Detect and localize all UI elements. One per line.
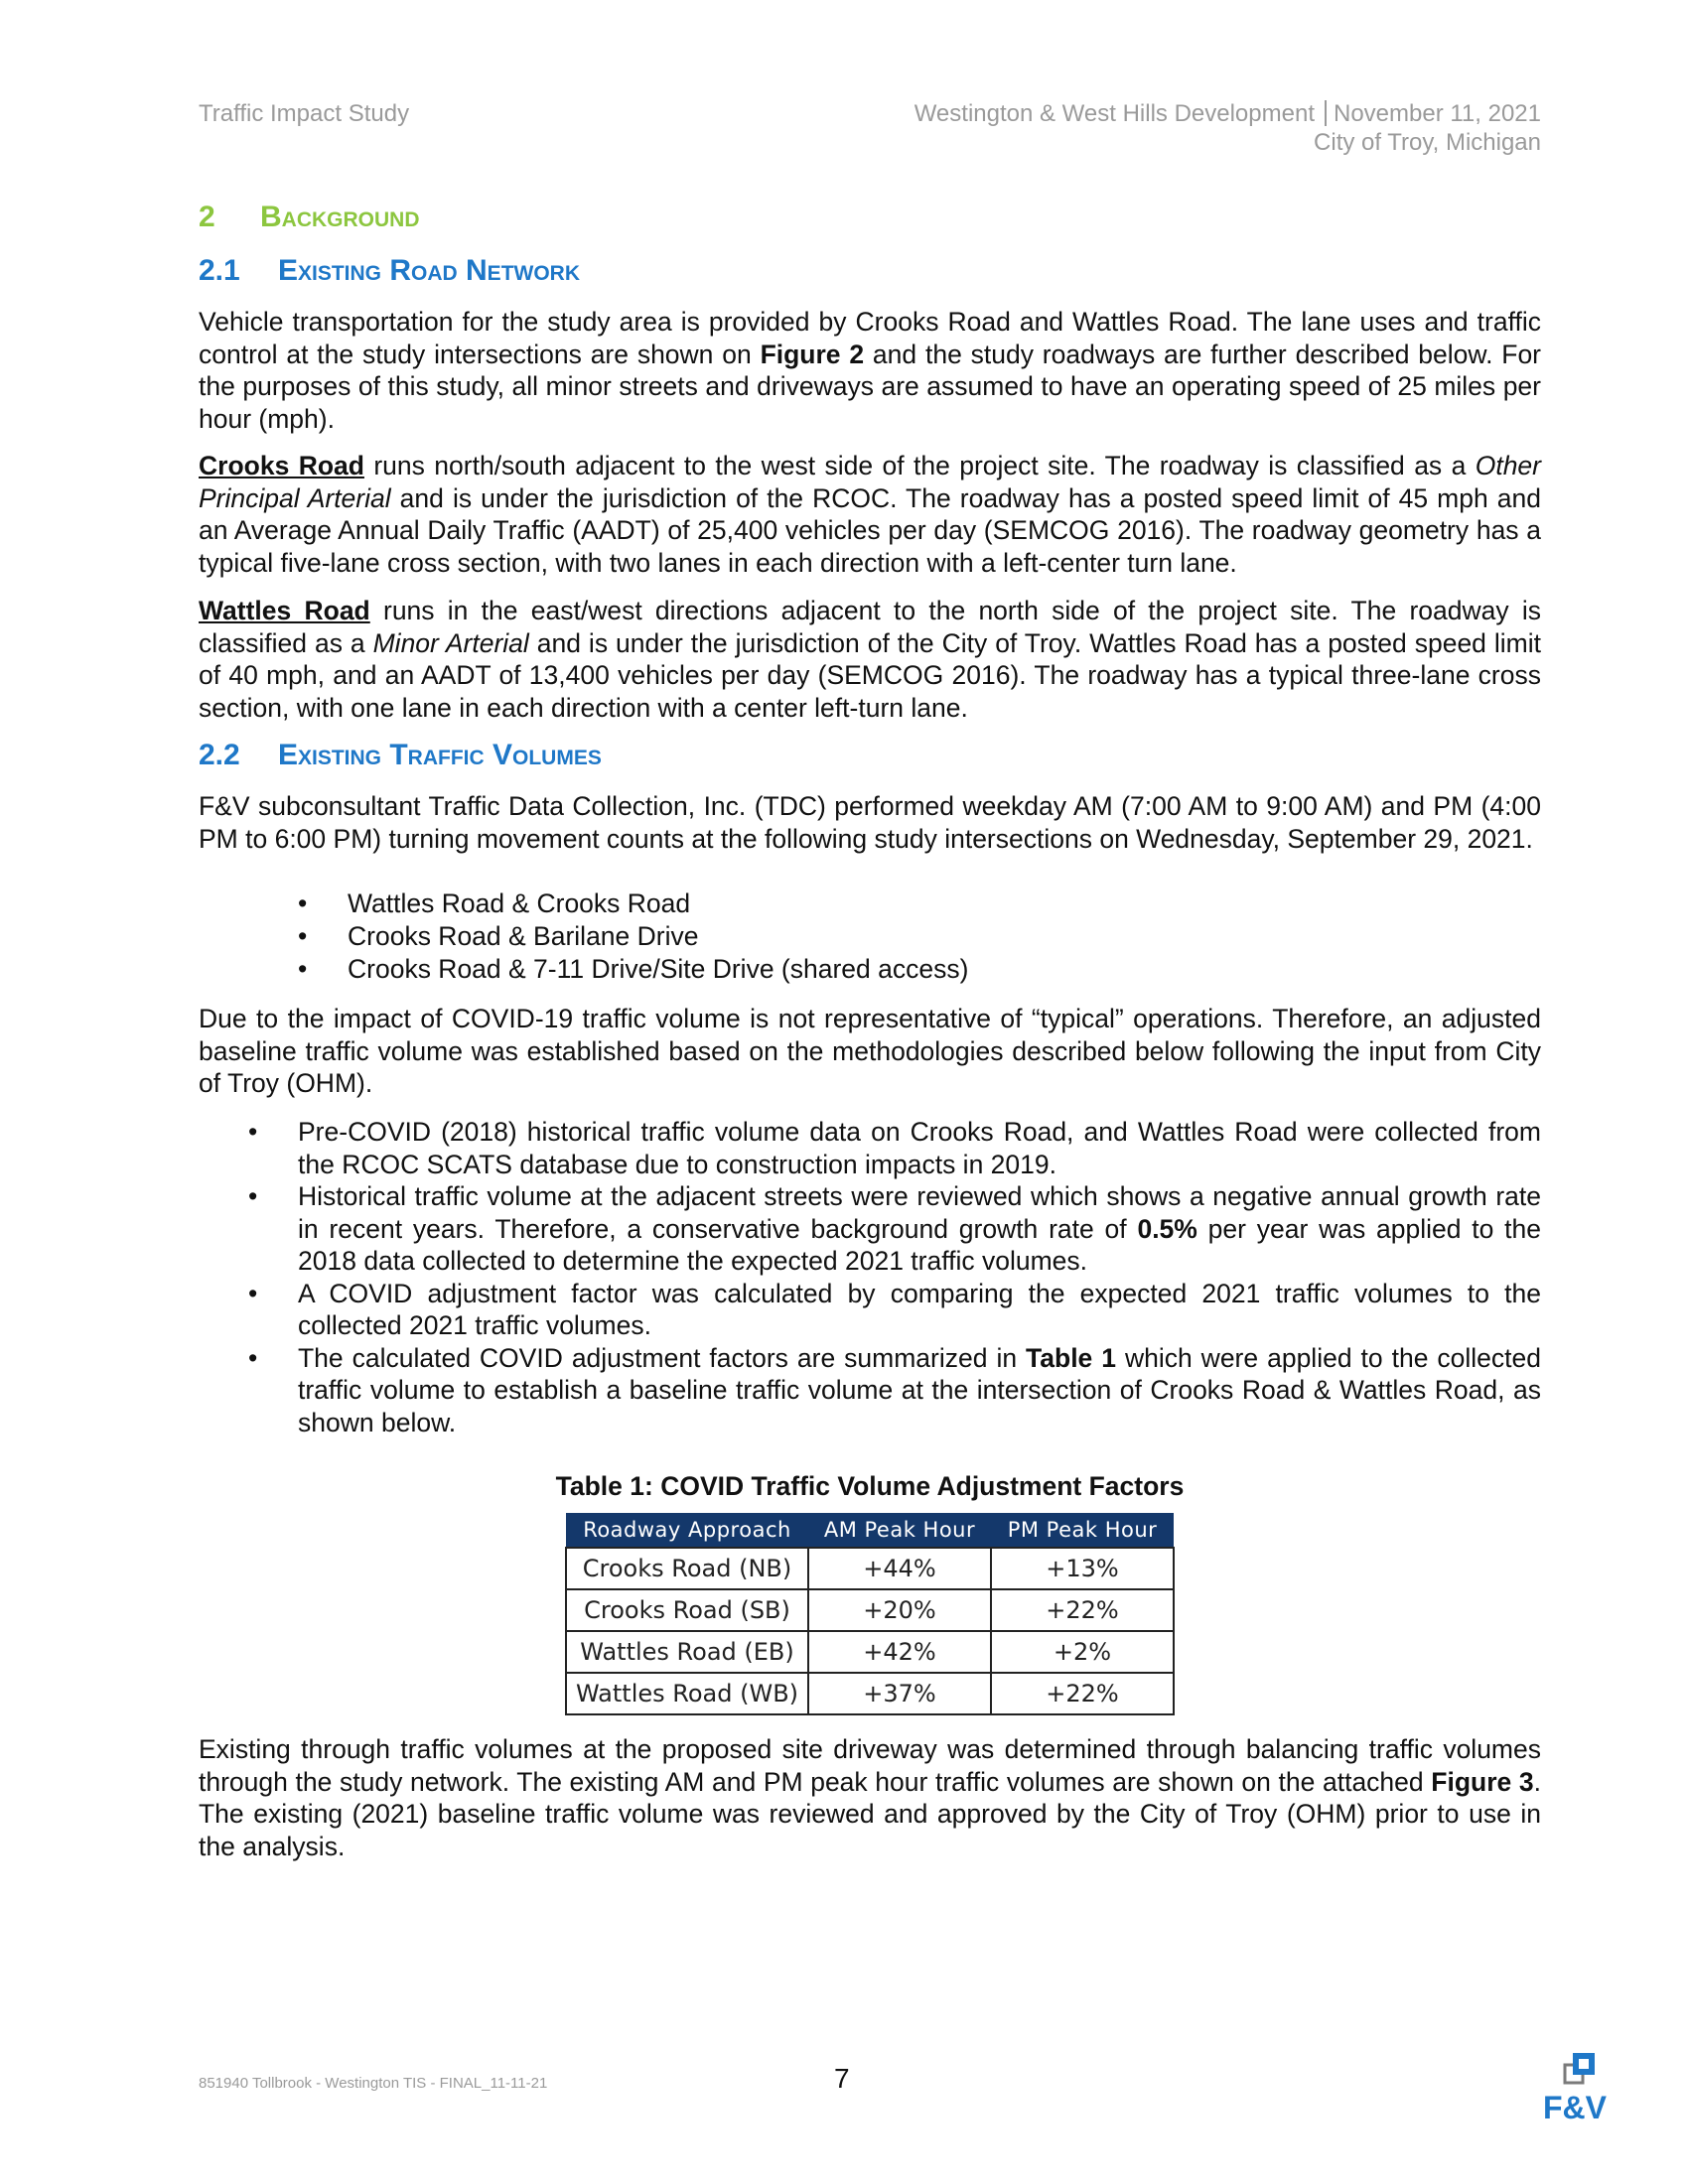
paragraph-crooks-road: Crooks Road runs north/south adjacent to the west side of the project site. The roadway is classified as a Other Principal Arterial and is under the jurisdiction of the RCOC. The roadway has a posted speed limit of 45 mph and an Average Annual Daily Traffic (AADT) of 25,400 vehicles per day (SEMCOG 2016). The roadway geometry has a typical five-lane cross section, with two lanes in each direction with a left-center turn lane. xyxy=(199,451,1541,578)
table-cell: +42% xyxy=(808,1631,991,1673)
table-cell: Crooks Road (NB) xyxy=(566,1548,808,1589)
adjustment-factors-table xyxy=(565,1513,1175,1715)
subsection-title: Existing Traffic Volumes xyxy=(278,739,602,771)
fv-logo xyxy=(1541,2049,1630,2122)
list-item: • Crooks Road & Barilane Drive xyxy=(298,921,699,951)
table-row xyxy=(566,1631,1174,1673)
column-header: Roadway Approach xyxy=(566,1513,808,1548)
section-title: Background xyxy=(260,201,420,233)
paragraph-existing-volumes: Existing through traffic volumes at the proposed site driveway was determined through balancing traffic volumes through the study network. The existing AM and PM peak hour traffic volumes are shown on the attached Figure 3. The existing (2021) baseline traffic volume was reviewed and approved by the City of Troy (OHM) prior to use in the analysis. xyxy=(199,1734,1542,1861)
list-item: • Historical traffic volume at the adjacent streets were reviewed which shows a negative annual growth rate in recent years. Therefore, a conservative background growth rate of 0.5% per year was applied to the 2018 data collected to determine the expected 2021 traffic volumes. xyxy=(248,1181,1541,1276)
list-item: • Wattles Road & Crooks Road xyxy=(298,888,691,918)
page-number: 7 xyxy=(834,2063,850,2094)
paragraph-wattles-road: Wattles Road runs in the east/west directions adjacent to the north side of the project site. The roadway is classified as a Minor Arterial and is under the jurisdiction of the City of Troy. Wattles Road has a posted speed limit of 40 mph, and an AADT of 13,400 vehicles per day (SEMCOG 2016). The roadway has a typical three-lane cross section, with one lane in each direction with a center left-turn lane. xyxy=(199,596,1541,723)
table-caption: Table 1: COVID Traffic Volume Adjustment Factors xyxy=(555,1471,1185,1501)
crooks-road-label: Crooks Road xyxy=(199,451,364,480)
paragraph-tdc-counts: F&V subconsultant Traffic Data Collection, Inc. (TDC) performed weekday AM (7:00 AM to 9:00 AM) and PM (4:00 PM to 6:00 PM) turning movement counts at the following study intersections on Wednesday, September 29, 2021. xyxy=(199,791,1541,854)
header-city: City of Troy, Michigan xyxy=(1314,129,1541,156)
fv-logo-text: F&V xyxy=(1543,2090,1607,2122)
header-separator xyxy=(1325,100,1327,126)
header-right xyxy=(914,99,1541,157)
column-header: PM Peak Hour xyxy=(991,1513,1174,1548)
table-cell: +20% xyxy=(808,1589,991,1631)
list-item: • The calculated COVID adjustment factors are summarized in Table 1 which were applied to the collected traffic volume to establish a baseline traffic volume at the intersection of Crooks Road & Wattles Road, as shown below. xyxy=(248,1342,1541,1437)
fv-logo-mark xyxy=(1541,2049,1630,2122)
table-cell: Wattles Road (EB) xyxy=(566,1631,808,1673)
table-cell: +2% xyxy=(991,1631,1174,1673)
intersection-list xyxy=(199,887,968,986)
table-cell: +13% xyxy=(991,1548,1174,1589)
paragraph-covid-impact: Due to the impact of COVID-19 traffic volume is not representative of “typical” operations. Therefore, an adjusted baseline traffic volume was established based on the methodologies described below following the input from City of Troy (OHM). xyxy=(199,1004,1541,1098)
column-header: AM Peak Hour xyxy=(808,1513,991,1548)
subsection-heading-2-2 xyxy=(199,739,602,772)
section-number: 2 xyxy=(199,201,215,233)
header-project: Westington & West Hills Development xyxy=(914,100,1315,127)
wattles-road-label: Wattles Road xyxy=(199,596,370,625)
table-cell: +22% xyxy=(991,1673,1174,1714)
subsection-heading-2-1 xyxy=(199,254,580,288)
table-row xyxy=(566,1548,1174,1589)
table-cell: Crooks Road (SB) xyxy=(566,1589,808,1631)
table-cell: +44% xyxy=(808,1548,991,1589)
subsection-number: 2.2 xyxy=(199,739,240,771)
header-date: November 11, 2021 xyxy=(1333,100,1541,127)
list-item: • A COVID adjustment factor was calculated by comparing the expected 2021 traffic volumes to the collected 2021 traffic volumes. xyxy=(248,1278,1541,1340)
subsection-number: 2.1 xyxy=(199,254,240,287)
table-cell: +22% xyxy=(991,1589,1174,1631)
header-left: Traffic Impact Study xyxy=(199,100,410,127)
table-row xyxy=(566,1673,1174,1714)
methodology-list xyxy=(199,1116,1541,1438)
subsection-title: Existing Road Network xyxy=(278,254,581,287)
table-cell: +37% xyxy=(808,1673,991,1714)
table-row xyxy=(566,1589,1174,1631)
table-header-row xyxy=(566,1513,1174,1548)
paragraph-intro: Vehicle transportation for the study area is provided by Crooks Road and Wattles Road. The lane uses and traffic control at the study intersections are shown on Figure 2 and the study roadways are further described below. For the purposes of this study, all minor streets and driveways are assumed to have an operating speed of 25 miles per hour (mph). xyxy=(199,307,1542,434)
list-item: • Pre-COVID (2018) historical traffic volume data on Crooks Road, and Wattles Road were collected from the RCOC SCATS database due to construction impacts in 2019. xyxy=(248,1117,1541,1179)
section-heading xyxy=(199,201,420,234)
table-cell: Wattles Road (WB) xyxy=(566,1673,808,1714)
list-item: • Crooks Road & 7-11 Drive/Site Drive (shared access) xyxy=(298,954,969,984)
footer-doc-id: 851940 Tollbrook - Westington TIS - FINAL_11-11-21 xyxy=(199,2075,548,2092)
